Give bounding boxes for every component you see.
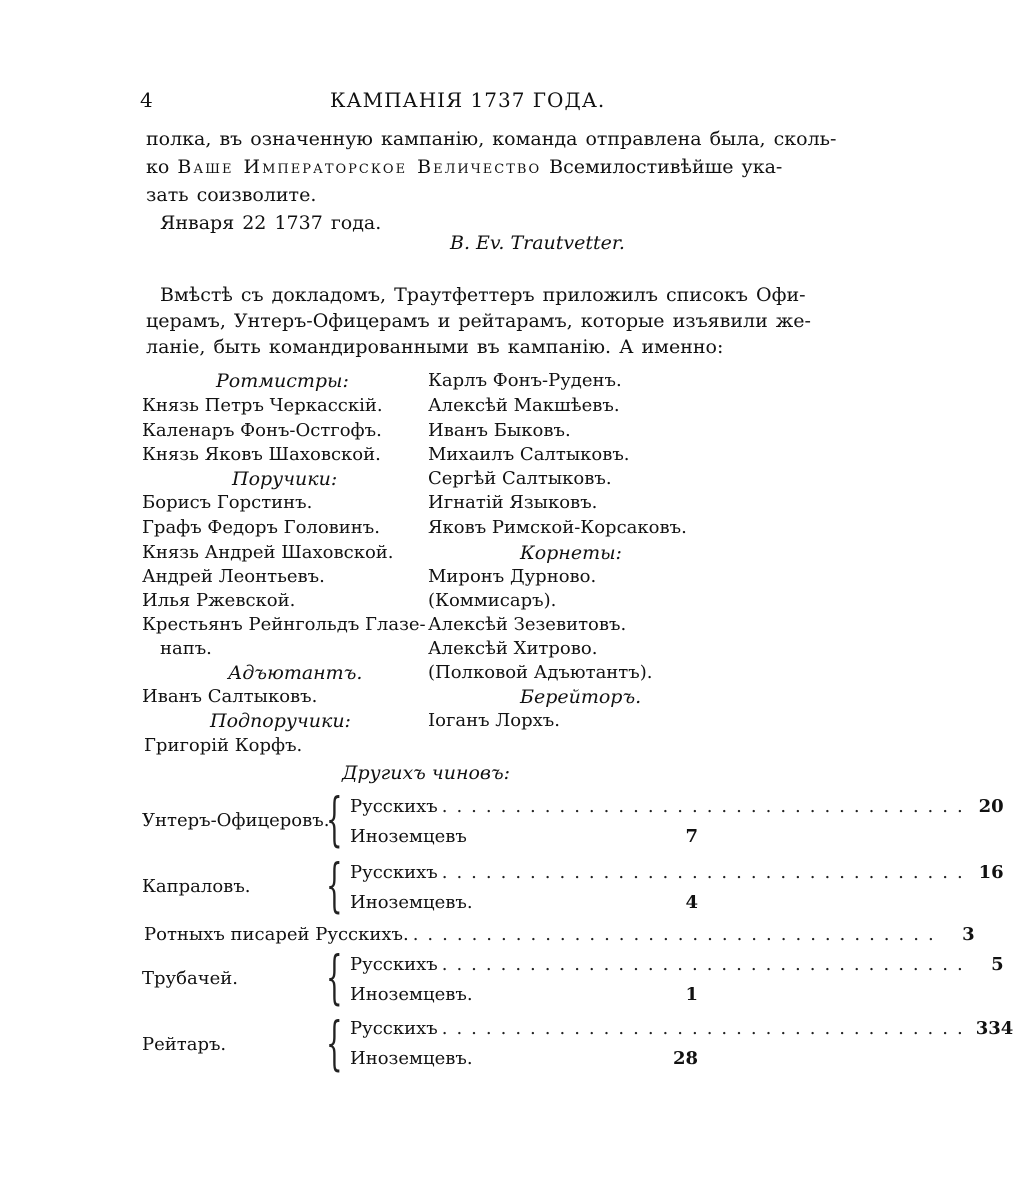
roster-name: Карлъ Фонъ-Руденъ. (428, 370, 622, 391)
roster-name: Иванъ Салтыковъ. (142, 686, 318, 707)
rank-heading: Ротмистры: (216, 370, 349, 392)
para-line-1: Вмѣстѣ съ докладомъ, Траутфеттеръ приложилъ списокъ Офи- (160, 284, 806, 306)
count-row (350, 826, 698, 847)
intro-line-2-pre: ко (146, 156, 170, 178)
roster-name: Яковъ Римской-Корсаковъ. (428, 517, 687, 538)
brace-icon: { (326, 1009, 343, 1077)
roster-name: Князь Петръ Черкасскій. (142, 395, 383, 416)
roster-name: Михаилъ Салтыковъ. (428, 444, 630, 465)
leader-dots: .................................... (441, 954, 972, 975)
roster-name: Иванъ Быковъ. (428, 420, 571, 441)
roster-name: напъ. (160, 638, 212, 659)
row-value: 16 (978, 862, 1004, 883)
brace-icon: { (326, 943, 343, 1011)
group-label: Капраловъ. (142, 876, 251, 897)
row-value: 28 (672, 1048, 698, 1069)
roster-name: Князь Андрей Шаховской. (142, 542, 394, 563)
leader-dots: .................................... (441, 1018, 972, 1039)
rank-heading: Подпоручики: (210, 710, 351, 732)
row-label: Русскихъ (350, 862, 438, 883)
leader-dots: .................................... (441, 796, 972, 817)
row-label: Русскихъ (350, 954, 438, 975)
leader-dots: .................................... (412, 924, 943, 945)
row-value: 5 (991, 954, 1004, 975)
intro-line-3: зать соизволите. (146, 184, 317, 206)
row-value: 20 (978, 796, 1004, 817)
roster-name: Сергѣй Салтыковъ. (428, 468, 612, 489)
row-label: Ротныхъ писарей Русскихъ. (144, 924, 409, 945)
count-row (350, 796, 1004, 817)
rank-heading: Адъютантъ. (228, 662, 363, 684)
date-line: Января 22 1737 года. (160, 212, 382, 234)
brace-icon: { (326, 851, 343, 919)
roster-name: Игнатій Языковъ. (428, 492, 598, 513)
count-row (144, 924, 975, 945)
group-label: Трубачей. (142, 968, 238, 989)
row-label: Русскихъ (350, 796, 438, 817)
row-label: Иноземцевъ (350, 826, 467, 847)
count-row (350, 892, 698, 913)
group-label: Рейтаръ. (142, 1034, 227, 1055)
intro-line-2-title: Ваше Императорское Величество (177, 156, 542, 178)
signature: B. Ev. Trautvetter. (450, 232, 625, 254)
row-value: 334 (975, 1018, 1013, 1039)
row-label: Иноземцевъ. (350, 892, 473, 913)
count-row (350, 1048, 698, 1069)
count-row (350, 984, 698, 1005)
rank-heading: Поручики: (232, 468, 338, 490)
roster-name: Алексѣй Макшѣевъ. (428, 395, 620, 416)
intro-line-2-post: Всемилостивѣйше ука- (549, 156, 783, 178)
roster-name: Князь Яковъ Шаховской. (142, 444, 381, 465)
para-line-2: церамъ, Унтеръ-Офицерамъ и рейтарамъ, которые изъявили же- (146, 310, 811, 332)
brace-icon: { (326, 785, 343, 853)
row-label: Иноземцевъ. (350, 1048, 473, 1069)
row-value: 3 (962, 924, 975, 945)
row-value: 7 (685, 826, 698, 847)
roster-name: Миронъ Дурново. (428, 566, 597, 587)
running-title: КАМПАНІЯ 1737 ГОДА. (330, 88, 606, 112)
roster-name: Алексѣй Хитрово. (428, 638, 598, 659)
group-label: Унтеръ-Офицеровъ. (142, 810, 330, 831)
roster-name: Илья Ржевской. (142, 590, 296, 611)
other-ranks-heading: Другихъ чиновъ: (342, 762, 511, 784)
roster-name: Іоганъ Лорхъ. (428, 710, 560, 731)
intro-line-2 (146, 156, 782, 178)
roster-name: Алексѣй Зезевитовъ. (428, 614, 627, 635)
row-value: 4 (685, 892, 698, 913)
roster-name: Борисъ Горстинъ. (142, 492, 313, 513)
leader-dots: .................................... (441, 862, 972, 883)
roster-name: Графъ Федоръ Головинъ. (142, 517, 380, 538)
roster-name: Андрей Леонтьевъ. (142, 566, 325, 587)
rank-heading: Берейторъ. (520, 686, 642, 708)
roster-name: (Полковой Адъютантъ). (428, 662, 653, 683)
row-label: Русскихъ (350, 1018, 438, 1039)
roster-name: Григорій Корфъ. (144, 735, 303, 756)
row-label: Иноземцевъ. (350, 984, 473, 1005)
row-value: 1 (685, 984, 698, 1005)
count-row (350, 1018, 1013, 1039)
roster-name: (Коммисаръ). (428, 590, 557, 611)
roster-name: Каленаръ Фонъ-Остгофъ. (142, 420, 382, 441)
page-number: 4 (140, 88, 153, 112)
count-row (350, 954, 1004, 975)
count-row (350, 862, 1004, 883)
rank-heading: Корнеты: (520, 542, 622, 564)
roster-name: Крестьянъ Рейнгольдъ Глазе- (142, 614, 426, 635)
intro-line-1: полка, въ означенную кампанію, команда отправлена была, сколь- (146, 128, 837, 150)
para-line-3: ланіе, быть командированными въ кампанію. А именно: (146, 336, 724, 358)
